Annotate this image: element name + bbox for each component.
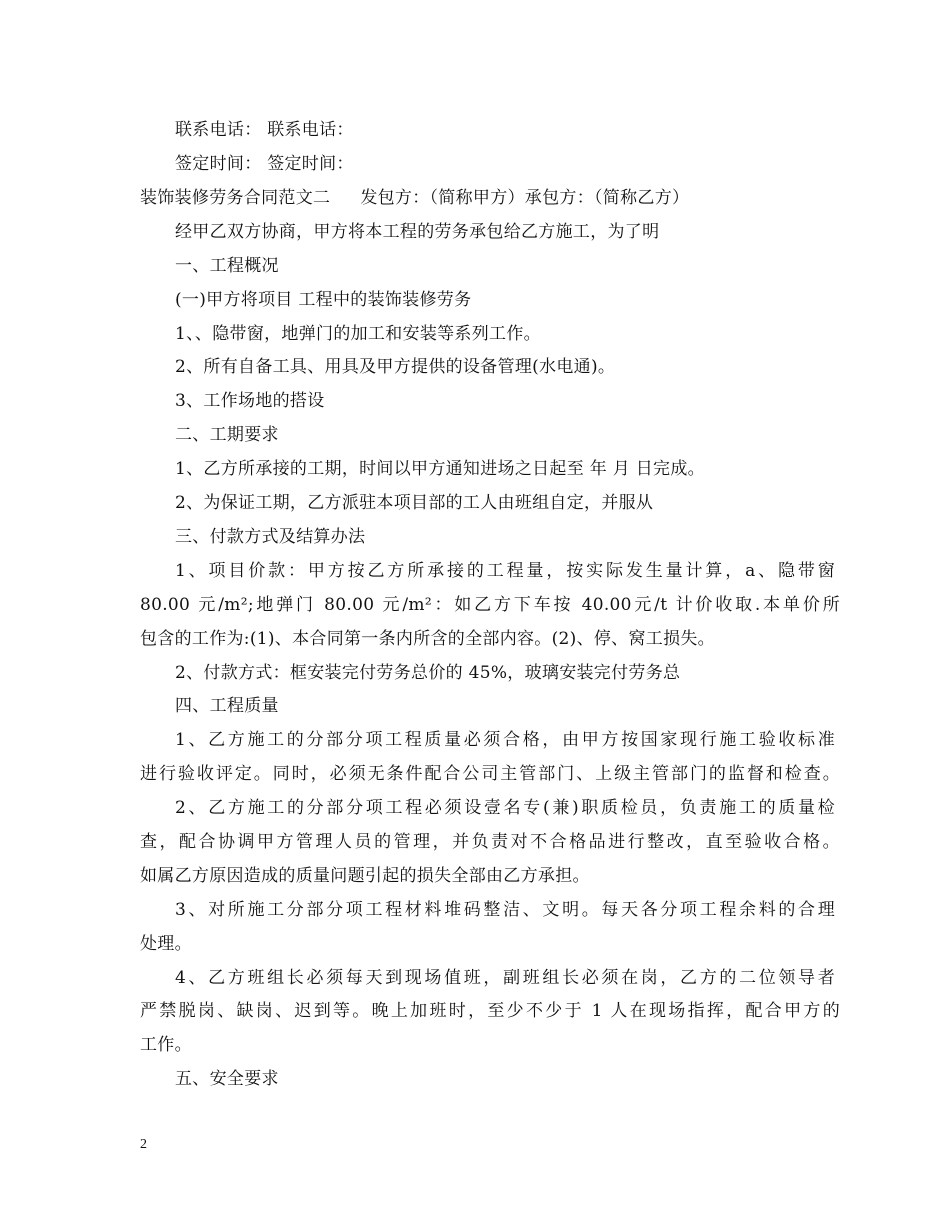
paragraph-line: 严禁脱岗、缺岗、迟到等。晚上加班时，至少不少于 1 人在现场指挥，配合甲方的 (140, 1001, 840, 1021)
paragraph-line: 3、工作场地的搭设 (175, 391, 325, 411)
paragraph-line: 处理。 (140, 934, 192, 954)
paragraph-line: 3、对所施工分部分项工程材料堆码整洁、文明。每天各分项工程余料的合理 (175, 900, 835, 920)
paragraph-line: 80.00 元/m²;地弹门 80.00 元/m²：如乙方下车按 40.00元/t 计价收取.本单价所 (140, 595, 840, 615)
paragraph-line: 2、付款方式：框安装完付劳务总价的 45%，玻璃安装完付劳务总 (175, 663, 681, 683)
paragraph-line: 1、、隐带窗，地弹门的加工和安装等系列工作。 (175, 324, 541, 344)
section-heading: 三、付款方式及结算办法 (175, 527, 366, 547)
paragraph-line: 4、乙方班组长必须每天到现场值班，副班组长必须在岗，乙方的二位领导者 (175, 968, 835, 988)
paragraph-line: 2、所有自备工具、用具及甲方提供的设备管理(水电通)。 (175, 357, 616, 377)
signing-date-line: 签定时间： 签定时间： (175, 154, 354, 174)
paragraph-line: 查，配合协调甲方管理人员的管理，并负责对不合格品进行整改，直至验收合格。 (140, 832, 840, 852)
contract-title: 装饰装修劳务合同范文二 (140, 188, 331, 208)
paragraph-line: 工作。 (140, 1035, 192, 1055)
section-heading: 一、工程概况 (175, 256, 279, 276)
paragraph-line: 1、乙方所承接的工期，时间以甲方通知进场之日起至 年 月 日完成。 (175, 459, 705, 479)
section-heading: 四、工程质量 (175, 696, 279, 716)
paragraph-line: 1、项目价款：甲方按乙方所承接的工程量，按实际发生量计算，a、隐带窗 (175, 561, 835, 581)
section-heading: 五、安全要求 (175, 1069, 279, 1089)
paragraph-line: 如属乙方原因造成的质量问题引起的损失全部由乙方承担。 (140, 866, 590, 886)
paragraph-line: (一)甲方将项目 工程中的装饰装修劳务 (175, 290, 472, 310)
page-number: 2 (140, 1137, 147, 1152)
paragraph-line: 2、乙方施工的分部分项工程必须设壹名专(兼)职质检员，负责施工的质量检 (175, 798, 835, 818)
section-heading: 二、工期要求 (175, 425, 279, 445)
paragraph-line: 包含的工作为:(1)、本合同第一条内所含的全部内容。(2)、停、窝工损失。 (140, 629, 715, 649)
contact-phone-line: 联系电话： 联系电话： (175, 120, 354, 140)
contract-title-line (140, 187, 840, 209)
paragraph-line: 1、乙方施工的分部分项工程质量必须合格，由甲方按国家现行施工验收标准 (175, 730, 835, 750)
paragraph-line: 进行验收评定。同时，必须无条件配合公司主管部门、上级主管部门的监督和检查。 (140, 764, 840, 784)
paragraph-line: 经甲乙双方协商，甲方将本工程的劳务承包给乙方施工，为了明 (175, 222, 660, 242)
parties-text: 发包方：（简称甲方）承包方：（简称乙方） (360, 188, 690, 208)
paragraph-line: 2、为保证工期，乙方派驻本项目部的工人由班组自定，并服从 (175, 493, 654, 513)
